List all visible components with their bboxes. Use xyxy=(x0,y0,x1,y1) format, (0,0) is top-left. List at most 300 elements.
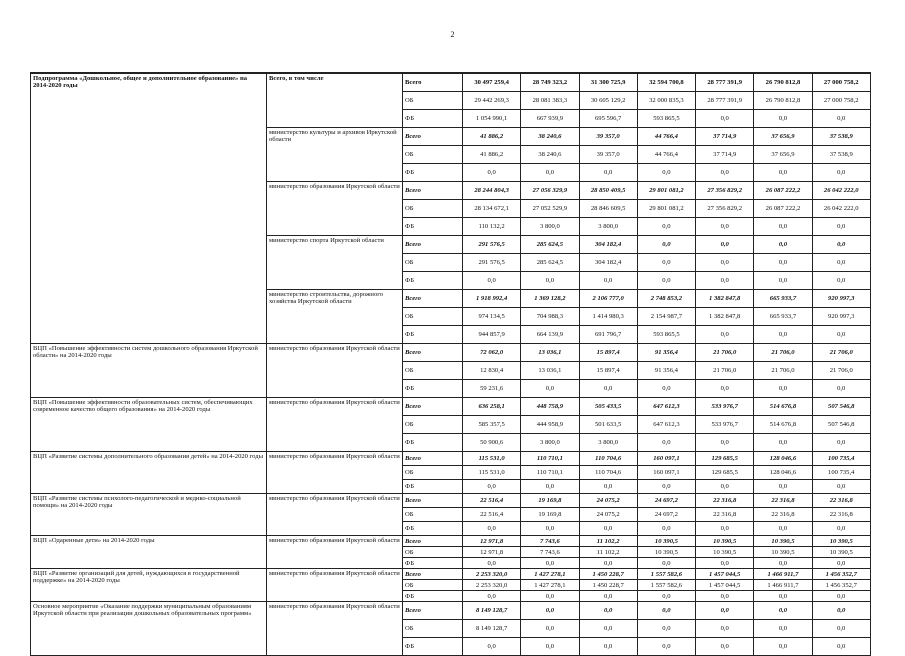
value-cell: 0,0 xyxy=(521,620,579,638)
value-cell: 0,0 xyxy=(812,434,870,452)
value-cell: 110 704,6 xyxy=(579,452,637,466)
value-cell: 26 087 222,2 xyxy=(754,200,812,218)
funding-source-cell: ОБ xyxy=(403,146,463,164)
value-cell: 27 056 329,9 xyxy=(521,182,579,200)
table-row xyxy=(31,536,871,547)
value-cell: 0,0 xyxy=(754,638,812,656)
value-cell: 665 933,7 xyxy=(754,308,812,326)
executor-cell: Всего, в том числе xyxy=(267,73,403,128)
value-cell: 22 316,8 xyxy=(696,494,754,508)
value-cell: 31 300 725,9 xyxy=(579,73,637,92)
value-cell: 1 457 044,5 xyxy=(696,580,754,591)
value-cell: 160 097,1 xyxy=(637,452,695,466)
value-cell: 26 790 812,8 xyxy=(754,73,812,92)
value-cell: 1 456 352,7 xyxy=(812,569,870,580)
funding-source-cell: ФБ xyxy=(403,591,463,602)
funding-source-cell: ФБ xyxy=(403,638,463,656)
value-cell: 0,0 xyxy=(812,591,870,602)
funding-source-cell: ОБ xyxy=(403,92,463,110)
value-cell: 110 710,1 xyxy=(521,466,579,480)
executor-cell: министерство образования Иркутской области xyxy=(267,398,403,452)
value-cell: 21 706,0 xyxy=(812,362,870,380)
value-cell: 28 244 804,3 xyxy=(463,182,521,200)
funding-source-cell: Всего xyxy=(403,344,463,362)
table-row xyxy=(31,494,871,508)
value-cell: 110 710,1 xyxy=(521,452,579,466)
value-cell: 2 106 777,0 xyxy=(579,290,637,308)
value-cell: 28 850 409,5 xyxy=(579,182,637,200)
value-cell: 27 052 529,9 xyxy=(521,200,579,218)
value-cell: 0,0 xyxy=(754,591,812,602)
value-cell: 647 612,3 xyxy=(637,398,695,416)
value-cell: 28 081 383,3 xyxy=(521,92,579,110)
value-cell: 944 857,9 xyxy=(463,326,521,344)
value-cell: 0,0 xyxy=(754,218,812,236)
value-cell: 0,0 xyxy=(812,236,870,254)
table-row xyxy=(31,73,871,92)
value-cell: 0,0 xyxy=(754,254,812,272)
value-cell: 21 706,0 xyxy=(696,344,754,362)
value-cell: 0,0 xyxy=(637,380,695,398)
value-cell: 0,0 xyxy=(812,254,870,272)
funding-source-cell: ОБ xyxy=(403,362,463,380)
value-cell: 291 576,5 xyxy=(463,236,521,254)
value-cell: 0,0 xyxy=(637,236,695,254)
value-cell: 1 414 980,3 xyxy=(579,308,637,326)
value-cell: 37 538,9 xyxy=(812,146,870,164)
value-cell: 0,0 xyxy=(463,522,521,536)
value-cell: 0,0 xyxy=(696,434,754,452)
page-number: 2 xyxy=(450,30,455,39)
value-cell: 37 714,9 xyxy=(696,128,754,146)
value-cell: 0,0 xyxy=(637,434,695,452)
funding-source-cell: ФБ xyxy=(403,110,463,128)
value-cell: 11 102,2 xyxy=(579,547,637,558)
funding-source-cell: Всего xyxy=(403,290,463,308)
value-cell: 0,0 xyxy=(463,272,521,290)
value-cell: 1 382 847,8 xyxy=(696,290,754,308)
funding-source-cell: Всего xyxy=(403,494,463,508)
value-cell: 0,0 xyxy=(637,480,695,494)
value-cell: 30 605 129,2 xyxy=(579,92,637,110)
value-cell: 37 714,9 xyxy=(696,146,754,164)
value-cell: 15 897,4 xyxy=(579,362,637,380)
value-cell: 0,0 xyxy=(696,110,754,128)
value-cell: 59 231,6 xyxy=(463,380,521,398)
program-name-cell: ВЦП «Развитие системы психолого-педагогической и медико-социальной помощи» на 2014-2020 годы xyxy=(31,494,267,536)
value-cell: 0,0 xyxy=(696,620,754,638)
value-cell: 26 042 222,0 xyxy=(812,200,870,218)
value-cell: 24 075,2 xyxy=(579,508,637,522)
value-cell: 21 706,0 xyxy=(696,362,754,380)
value-cell: 41 886,2 xyxy=(463,128,521,146)
value-cell: 0,0 xyxy=(696,522,754,536)
value-cell: 100 735,4 xyxy=(812,452,870,466)
table-row xyxy=(31,344,871,362)
value-cell: 22 316,8 xyxy=(696,508,754,522)
value-cell: 304 182,4 xyxy=(579,254,637,272)
program-name-cell: ВЦП «Развитие организаций для детей, нуждающихся в государственной поддержке» на 2014-2020 годы xyxy=(31,569,267,602)
value-cell: 0,0 xyxy=(812,558,870,569)
funding-source-cell: ФБ xyxy=(403,522,463,536)
funding-source-cell: ОБ xyxy=(403,466,463,480)
value-cell: 505 433,5 xyxy=(579,398,637,416)
value-cell: 593 865,5 xyxy=(637,110,695,128)
value-cell: 32 000 835,3 xyxy=(637,92,695,110)
value-cell: 1 450 228,7 xyxy=(579,569,637,580)
value-cell: 0,0 xyxy=(521,558,579,569)
value-cell: 27 000 758,2 xyxy=(812,92,870,110)
value-cell: 7 743,6 xyxy=(521,536,579,547)
value-cell: 0,0 xyxy=(754,272,812,290)
value-cell: 514 676,8 xyxy=(754,416,812,434)
value-cell: 0,0 xyxy=(754,480,812,494)
program-name-cell: ВЦП «Повышение эффективности систем дошкольного образования Иркутской области» на 2014-2020 годы xyxy=(31,344,267,398)
executor-cell: министерство образования Иркутской области xyxy=(267,569,403,602)
value-cell: 129 685,5 xyxy=(696,466,754,480)
value-cell: 22 316,8 xyxy=(812,508,870,522)
value-cell: 28 777 391,9 xyxy=(696,92,754,110)
value-cell: 533 976,7 xyxy=(696,398,754,416)
program-name-cell: ВЦП «Повышение эффективности образовательных систем, обеспечивающих современное качество общего образования» на 2014-2020 годы xyxy=(31,398,267,452)
funding-source-cell: ФБ xyxy=(403,326,463,344)
value-cell: 0,0 xyxy=(696,272,754,290)
funding-source-cell: ОБ xyxy=(403,308,463,326)
value-cell: 44 766,4 xyxy=(637,146,695,164)
value-cell: 0,0 xyxy=(637,591,695,602)
value-cell: 0,0 xyxy=(812,480,870,494)
value-cell: 920 997,3 xyxy=(812,290,870,308)
value-cell: 0,0 xyxy=(637,272,695,290)
value-cell: 0,0 xyxy=(521,522,579,536)
value-cell: 1 918 992,4 xyxy=(463,290,521,308)
value-cell: 22 316,8 xyxy=(754,508,812,522)
value-cell: 0,0 xyxy=(637,620,695,638)
funding-source-cell: ФБ xyxy=(403,480,463,494)
value-cell: 10 390,5 xyxy=(696,536,754,547)
value-cell: 2 154 987,7 xyxy=(637,308,695,326)
value-cell: 0,0 xyxy=(812,272,870,290)
value-cell: 21 706,0 xyxy=(812,344,870,362)
value-cell: 0,0 xyxy=(696,236,754,254)
value-cell: 0,0 xyxy=(754,558,812,569)
value-cell: 0,0 xyxy=(754,620,812,638)
value-cell: 3 800,0 xyxy=(521,434,579,452)
value-cell: 0,0 xyxy=(812,110,870,128)
value-cell: 160 097,1 xyxy=(637,466,695,480)
value-cell: 0,0 xyxy=(463,638,521,656)
value-cell: 27 000 758,2 xyxy=(812,73,870,92)
value-cell: 1 427 278,1 xyxy=(521,580,579,591)
funding-source-cell: ОБ xyxy=(403,416,463,434)
program-name-cell: ВЦП «Развитие системы дополнительного образования детей» на 2014-2020 годы xyxy=(31,452,267,494)
value-cell: 0,0 xyxy=(521,602,579,620)
value-cell: 10 390,5 xyxy=(812,536,870,547)
value-cell: 665 933,7 xyxy=(754,290,812,308)
value-cell: 1 382 847,8 xyxy=(696,308,754,326)
executor-cell: министерство строительства, дорожного хозяйства Иркутской области xyxy=(267,290,403,344)
funding-source-cell: ОБ xyxy=(403,620,463,638)
value-cell: 44 766,4 xyxy=(637,128,695,146)
budget-table xyxy=(30,72,871,656)
value-cell: 38 240,6 xyxy=(521,146,579,164)
value-cell: 0,0 xyxy=(637,638,695,656)
value-cell: 29 442 269,3 xyxy=(463,92,521,110)
value-cell: 15 897,4 xyxy=(579,344,637,362)
value-cell: 28 777 391,9 xyxy=(696,73,754,92)
value-cell: 0,0 xyxy=(637,254,695,272)
value-cell: 0,0 xyxy=(637,218,695,236)
funding-source-cell: ОБ xyxy=(403,547,463,558)
value-cell: 115 531,0 xyxy=(463,452,521,466)
value-cell: 1 457 044,5 xyxy=(696,569,754,580)
value-cell: 1 466 911,7 xyxy=(754,580,812,591)
funding-source-cell: ФБ xyxy=(403,164,463,182)
value-cell: 1 054 990,1 xyxy=(463,110,521,128)
value-cell: 0,0 xyxy=(521,380,579,398)
table-row xyxy=(31,602,871,620)
value-cell: 0,0 xyxy=(463,164,521,182)
value-cell: 19 169,8 xyxy=(521,494,579,508)
value-cell: 0,0 xyxy=(463,558,521,569)
value-cell: 3 800,0 xyxy=(579,434,637,452)
value-cell: 0,0 xyxy=(754,164,812,182)
value-cell: 1 466 911,7 xyxy=(754,569,812,580)
value-cell: 13 036,1 xyxy=(521,362,579,380)
value-cell: 21 706,0 xyxy=(754,362,812,380)
funding-source-cell: ОБ xyxy=(403,200,463,218)
value-cell: 27 356 829,2 xyxy=(696,200,754,218)
value-cell: 0,0 xyxy=(812,380,870,398)
funding-source-cell: ОБ xyxy=(403,580,463,591)
funding-source-cell: Всего xyxy=(403,602,463,620)
value-cell: 28 846 609,5 xyxy=(579,200,637,218)
executor-cell: министерство образования Иркутской области xyxy=(267,494,403,536)
value-cell: 1 427 278,1 xyxy=(521,569,579,580)
value-cell: 0,0 xyxy=(812,602,870,620)
executor-cell: министерство спорта Иркутской области xyxy=(267,236,403,290)
value-cell: 0,0 xyxy=(579,591,637,602)
value-cell: 0,0 xyxy=(812,218,870,236)
value-cell: 115 531,0 xyxy=(463,466,521,480)
value-cell: 0,0 xyxy=(579,620,637,638)
value-cell: 501 633,5 xyxy=(579,416,637,434)
value-cell: 291 576,5 xyxy=(463,254,521,272)
funding-source-cell: ФБ xyxy=(403,380,463,398)
value-cell: 1 369 128,2 xyxy=(521,290,579,308)
value-cell: 593 865,5 xyxy=(637,326,695,344)
executor-cell: министерство культуры и архивов Иркутской области xyxy=(267,128,403,182)
value-cell: 0,0 xyxy=(696,380,754,398)
value-cell: 28 749 323,2 xyxy=(521,73,579,92)
value-cell: 0,0 xyxy=(579,164,637,182)
funding-source-cell: Всего xyxy=(403,182,463,200)
value-cell: 26 790 812,8 xyxy=(754,92,812,110)
funding-source-cell: Всего xyxy=(403,569,463,580)
value-cell: 0,0 xyxy=(696,602,754,620)
value-cell: 920 997,3 xyxy=(812,308,870,326)
value-cell: 691 796,7 xyxy=(579,326,637,344)
value-cell: 50 900,6 xyxy=(463,434,521,452)
value-cell: 10 390,5 xyxy=(696,547,754,558)
value-cell: 37 656,9 xyxy=(754,128,812,146)
value-cell: 0,0 xyxy=(696,638,754,656)
value-cell: 695 596,7 xyxy=(579,110,637,128)
value-cell: 3 800,0 xyxy=(521,218,579,236)
value-cell: 0,0 xyxy=(637,558,695,569)
value-cell: 19 169,8 xyxy=(521,508,579,522)
value-cell: 0,0 xyxy=(696,480,754,494)
value-cell: 32 594 700,8 xyxy=(637,73,695,92)
value-cell: 0,0 xyxy=(579,638,637,656)
value-cell: 2 253 320,0 xyxy=(463,569,521,580)
value-cell: 2 748 853,2 xyxy=(637,290,695,308)
value-cell: 29 801 081,2 xyxy=(637,182,695,200)
table-row xyxy=(31,398,871,416)
value-cell: 110 704,6 xyxy=(579,466,637,480)
value-cell: 0,0 xyxy=(579,522,637,536)
value-cell: 8 149 128,7 xyxy=(463,620,521,638)
value-cell: 514 676,8 xyxy=(754,398,812,416)
value-cell: 664 139,9 xyxy=(521,326,579,344)
value-cell: 444 958,9 xyxy=(521,416,579,434)
value-cell: 91 356,4 xyxy=(637,362,695,380)
value-cell: 10 390,5 xyxy=(812,547,870,558)
value-cell: 26 042 222,0 xyxy=(812,182,870,200)
value-cell: 12 971,8 xyxy=(463,547,521,558)
value-cell: 667 939,9 xyxy=(521,110,579,128)
value-cell: 110 132,2 xyxy=(463,218,521,236)
funding-source-cell: Всего xyxy=(403,73,463,92)
value-cell: 26 087 222,2 xyxy=(754,182,812,200)
funding-source-cell: ФБ xyxy=(403,272,463,290)
value-cell: 285 624,5 xyxy=(521,236,579,254)
value-cell: 704 988,3 xyxy=(521,308,579,326)
value-cell: 0,0 xyxy=(521,272,579,290)
value-cell: 10 390,5 xyxy=(637,547,695,558)
funding-source-cell: ОБ xyxy=(403,254,463,272)
value-cell: 3 800,0 xyxy=(579,218,637,236)
funding-source-cell: Всего xyxy=(403,452,463,466)
value-cell: 22 516,4 xyxy=(463,508,521,522)
table-row xyxy=(31,569,871,580)
value-cell: 0,0 xyxy=(521,164,579,182)
value-cell: 0,0 xyxy=(812,164,870,182)
value-cell: 304 182,4 xyxy=(579,236,637,254)
funding-source-cell: ФБ xyxy=(403,434,463,452)
value-cell: 7 743,6 xyxy=(521,547,579,558)
value-cell: 91 356,4 xyxy=(637,344,695,362)
value-cell: 72 062,0 xyxy=(463,344,521,362)
value-cell: 0,0 xyxy=(463,480,521,494)
funding-source-cell: Всего xyxy=(403,128,463,146)
executor-cell: министерство образования Иркутской области xyxy=(267,602,403,656)
value-cell: 0,0 xyxy=(754,434,812,452)
value-cell: 10 390,5 xyxy=(754,547,812,558)
funding-source-cell: Всего xyxy=(403,236,463,254)
value-cell: 8 149 128,7 xyxy=(463,602,521,620)
value-cell: 0,0 xyxy=(812,620,870,638)
value-cell: 29 801 081,2 xyxy=(637,200,695,218)
value-cell: 448 758,9 xyxy=(521,398,579,416)
table-row xyxy=(31,452,871,466)
value-cell: 974 134,5 xyxy=(463,308,521,326)
value-cell: 585 357,5 xyxy=(463,416,521,434)
value-cell: 0,0 xyxy=(696,254,754,272)
value-cell: 0,0 xyxy=(812,638,870,656)
value-cell: 128 046,6 xyxy=(754,466,812,480)
value-cell: 30 497 259,4 xyxy=(463,73,521,92)
value-cell: 0,0 xyxy=(579,380,637,398)
value-cell: 21 706,0 xyxy=(754,344,812,362)
value-cell: 0,0 xyxy=(521,591,579,602)
executor-cell: министерство образования Иркутской области xyxy=(267,344,403,398)
program-name-cell: Основное мероприятие «Оказание поддержки муниципальным образованиям Иркутской области при реализации дошкольных образовательных программ» xyxy=(31,602,267,656)
value-cell: 0,0 xyxy=(637,602,695,620)
value-cell: 37 538,9 xyxy=(812,128,870,146)
value-cell: 0,0 xyxy=(812,326,870,344)
value-cell: 100 735,4 xyxy=(812,466,870,480)
executor-cell: министерство образования Иркутской области xyxy=(267,452,403,494)
value-cell: 507 546,8 xyxy=(812,416,870,434)
value-cell: 22 316,8 xyxy=(754,494,812,508)
funding-source-cell: ФБ xyxy=(403,558,463,569)
value-cell: 1 450 228,7 xyxy=(579,580,637,591)
value-cell: 0,0 xyxy=(696,558,754,569)
funding-source-cell: Всего xyxy=(403,398,463,416)
value-cell: 12 830,4 xyxy=(463,362,521,380)
value-cell: 12 971,8 xyxy=(463,536,521,547)
value-cell: 1 557 582,6 xyxy=(637,580,695,591)
value-cell: 507 546,8 xyxy=(812,398,870,416)
value-cell: 41 886,2 xyxy=(463,146,521,164)
value-cell: 0,0 xyxy=(579,558,637,569)
value-cell: 0,0 xyxy=(696,326,754,344)
executor-cell: министерство образования Иркутской области xyxy=(267,182,403,236)
value-cell: 0,0 xyxy=(754,380,812,398)
value-cell: 0,0 xyxy=(579,272,637,290)
value-cell: 1 456 352,7 xyxy=(812,580,870,591)
executor-cell: министерство образования Иркутской области xyxy=(267,536,403,569)
value-cell: 39 357,0 xyxy=(579,128,637,146)
value-cell: 11 102,2 xyxy=(579,536,637,547)
program-name-cell: Подпрограмма «Дошкольное, общее и дополнительное образование» на 2014-2020 годы xyxy=(31,73,267,344)
value-cell: 37 656,9 xyxy=(754,146,812,164)
value-cell: 1 557 582,6 xyxy=(637,569,695,580)
value-cell: 0,0 xyxy=(754,522,812,536)
value-cell: 0,0 xyxy=(754,602,812,620)
program-name-cell: ВЦП «Одаренные дети» на 2014-2020 годы xyxy=(31,536,267,569)
value-cell: 24 697,2 xyxy=(637,508,695,522)
value-cell: 0,0 xyxy=(463,591,521,602)
value-cell: 24 697,2 xyxy=(637,494,695,508)
value-cell: 39 357,0 xyxy=(579,146,637,164)
value-cell: 0,0 xyxy=(696,218,754,236)
value-cell: 24 075,2 xyxy=(579,494,637,508)
value-cell: 0,0 xyxy=(754,326,812,344)
value-cell: 533 976,7 xyxy=(696,416,754,434)
value-cell: 13 036,1 xyxy=(521,344,579,362)
value-cell: 0,0 xyxy=(754,110,812,128)
value-cell: 0,0 xyxy=(754,236,812,254)
value-cell: 0,0 xyxy=(521,638,579,656)
value-cell: 2 253 320,0 xyxy=(463,580,521,591)
funding-source-cell: ФБ xyxy=(403,218,463,236)
value-cell: 0,0 xyxy=(579,602,637,620)
value-cell: 10 390,5 xyxy=(754,536,812,547)
value-cell: 0,0 xyxy=(696,164,754,182)
funding-source-cell: ОБ xyxy=(403,508,463,522)
